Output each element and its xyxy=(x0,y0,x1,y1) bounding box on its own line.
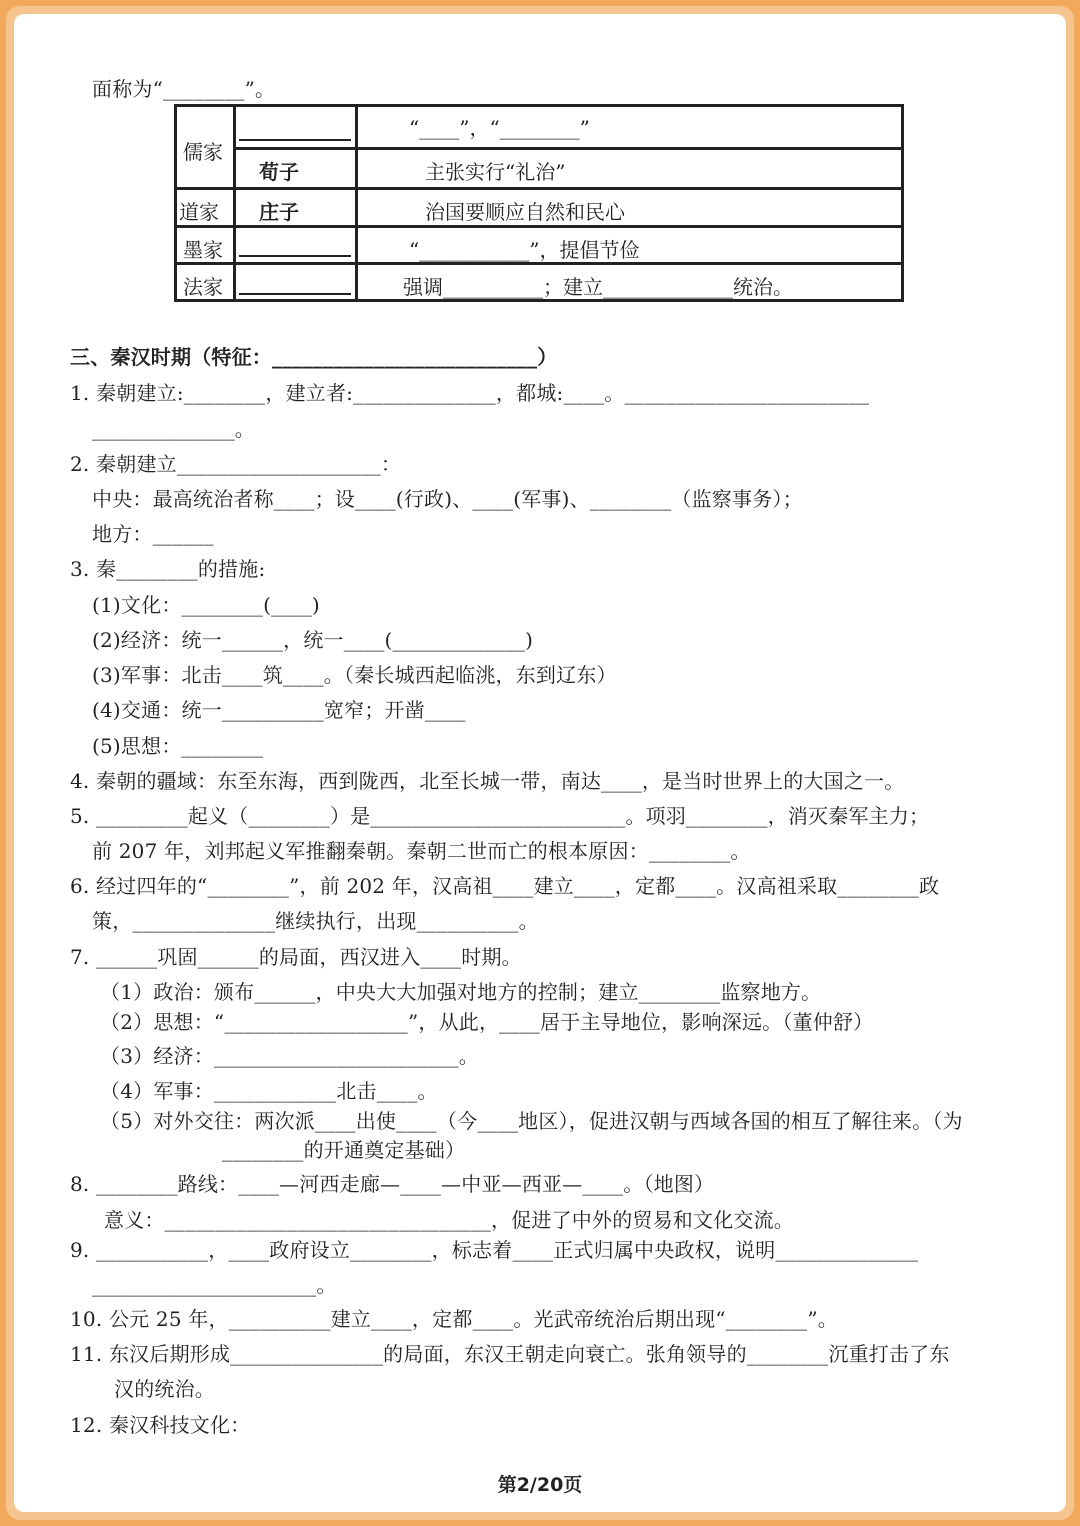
text-line: 5. _________起义（________）是_________________________。项羽________，消灭秦军主力； xyxy=(70,804,930,828)
intro-line: 面称为“________”。 xyxy=(92,77,276,101)
text-line: (2)经济：统一______，统一____(_____________) xyxy=(92,628,534,652)
table-idea-cell: 治国要顺应自然和民心 xyxy=(425,200,625,224)
text-line: 7. ______巩固______的局面，西汉进入____时期。 xyxy=(70,945,522,969)
text-line: 地方：______ xyxy=(92,522,214,546)
table-idea-cell: 强调__________；建立_____________统治。 xyxy=(403,275,793,299)
table-school-cell: 墨家 xyxy=(183,238,223,262)
text-line: ______________________。 xyxy=(92,1273,337,1297)
text-line: 8. ________路线：____—河西走廊—____—中亚—西亚—____。（地图） xyxy=(70,1172,715,1196)
text-line: （4）军事：____________北击____。 xyxy=(100,1079,438,1103)
text-line: ________的开通奠定基础） xyxy=(222,1138,466,1162)
table-school-cell: 法家 xyxy=(183,275,223,299)
text-line: 中央：最高统治者称____；设____(行政)、____(军事)、________（监察事务）； xyxy=(92,487,803,511)
philosophy-table xyxy=(174,104,904,302)
text-line: 6. 经过四年的“________”，前 202 年，汉高祖____建立____，定都____。汉高祖采取________政 xyxy=(70,874,940,898)
table-idea-cell: “___________”，提倡节俭 xyxy=(409,238,640,262)
text-line: 4. 秦朝的疆域：东至东海，西到陇西，北至长城一带，南达____，是当时世界上的大国之一。 xyxy=(70,769,905,793)
table-person-cell: 庄子 xyxy=(259,200,299,224)
text-line: (5)思想：________ xyxy=(92,734,264,758)
table-school-cell: 道家 xyxy=(179,200,219,224)
text-line: 1. 秦朝建立:________，建立者:______________，都城:____。________________________ xyxy=(70,381,870,405)
table-idea-cell: 主张实行“礼治” xyxy=(425,160,566,184)
text-line: 汉的统治。 xyxy=(114,1377,215,1401)
text-line: 前 207 年，刘邦起义军推翻秦朝。秦朝二世而亡的根本原因：________。 xyxy=(92,839,751,863)
text-line: （5）对外交往：两次派____出使____（今____地区），促进汉朝与西域各国的相互了解往来。（为 xyxy=(100,1109,963,1133)
table-school-cell: 儒家 xyxy=(183,140,223,164)
text-line: 10. 公元 25 年，__________建立____，定都____。光武帝统治后期出现“________”。 xyxy=(70,1307,838,1331)
text-line: （3）经济：________________________。 xyxy=(100,1044,479,1068)
text-line: 2. 秦朝建立____________________： xyxy=(70,452,402,476)
text-line: (1)文化：________(____) xyxy=(92,593,320,617)
text-line: 11. 东汉后期形成_______________的局面，东汉王朝走向衰亡。张角领导的________沉重打击了东 xyxy=(70,1342,950,1366)
text-line: 9. ___________，____政府设立________，标志着____正式归属中央政权，说明______________ xyxy=(70,1238,919,1262)
text-line: 意义：________________________________，促进了中外的贸易和文化交流。 xyxy=(104,1208,794,1232)
text-line: ______________。 xyxy=(92,417,255,441)
text-line: 12. 秦汉科技文化： xyxy=(70,1413,251,1437)
text-line: 3. 秦________的措施: xyxy=(70,557,266,581)
table-person-cell: 荀子 xyxy=(259,160,299,184)
text-line: （1）政治：颁布______，中央大大加强对地方的控制；建立________监察地方。 xyxy=(100,980,822,1004)
page-number: 第2/20页 xyxy=(497,1474,583,1496)
table-idea-cell: “____”，“________” xyxy=(409,116,590,140)
text-line: (3)军事：北击____筑____。（秦长城西起临洮，东到辽东） xyxy=(92,663,617,687)
section-heading: 三、秦汉时期（特征：__________________________） xyxy=(70,345,558,369)
text-line: 策，______________继续执行，出现__________。 xyxy=(92,909,539,933)
text-line: (4)交通：统一__________宽窄；开凿____ xyxy=(92,698,466,722)
text-line: （2）思想：“__________________”，从此，____居于主导地位，影响深远。（董仲舒） xyxy=(100,1010,874,1034)
